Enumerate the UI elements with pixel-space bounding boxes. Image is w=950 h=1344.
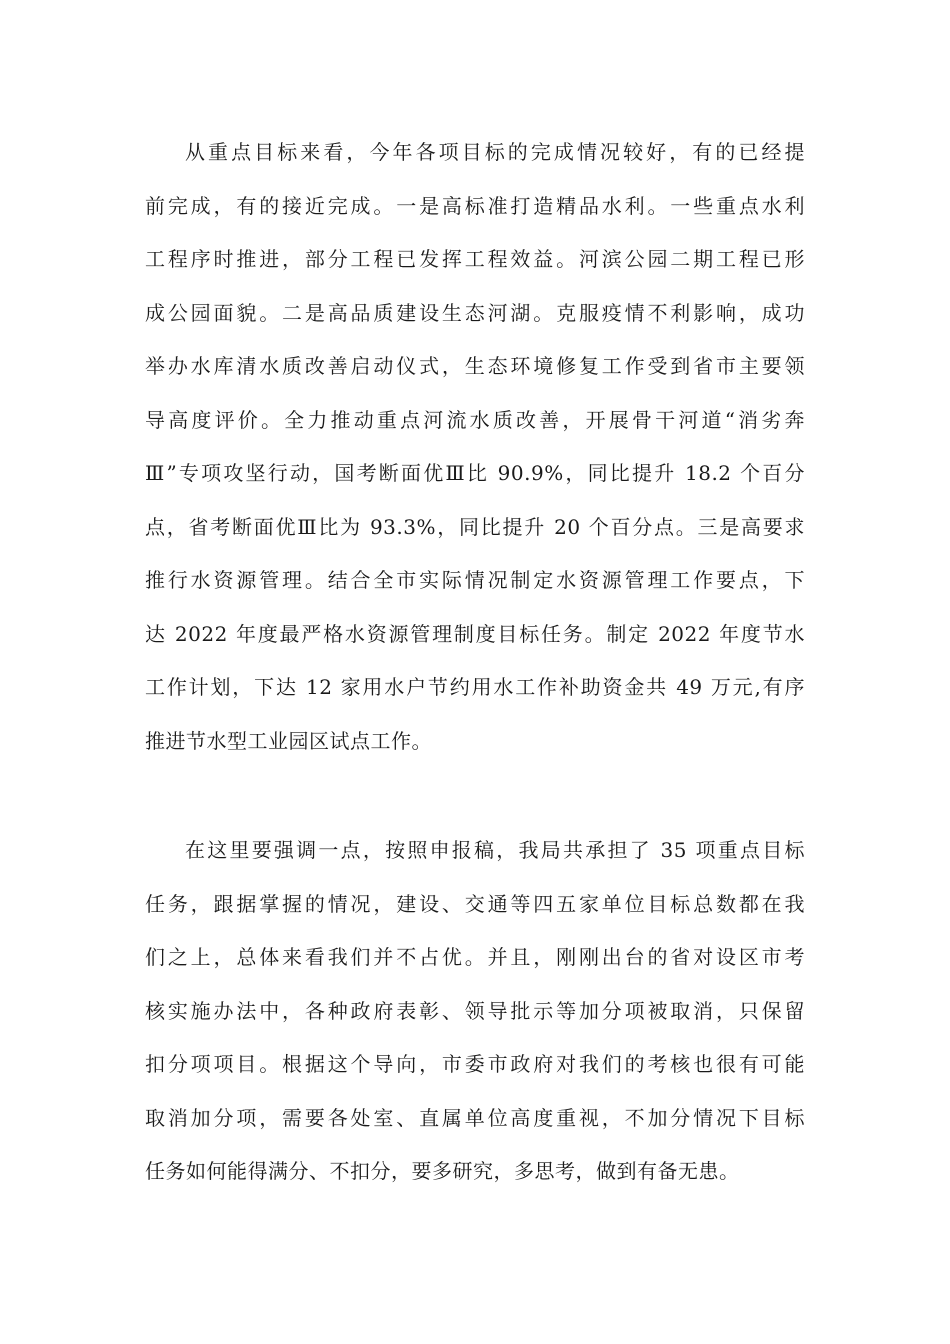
text-line: 推进节水型工业园区试点工作。 <box>145 728 432 753</box>
text-line: 从重点目标来看，今年各项目标的完成情况较好，有的已经提 <box>185 140 805 164</box>
text-line: 们之上，总体来看我们并不占优。并且，刚刚出台的省对设区市考 <box>145 945 805 969</box>
text-line: 工作计划，下达 12 家用水户节约用水工作补助资金共 49 万元,有序 <box>145 675 805 699</box>
text-line: 推行水资源管理。结合全市实际情况制定水资源管理工作要点，下 <box>145 568 805 592</box>
text-line: 取消加分项，需要各处室、直属单位高度重视，不加分情况下目标 <box>145 1105 805 1130</box>
text-line: 任务如何能得满分、不扣分，要多研究，多思考，做到有备无患。 <box>145 1159 740 1183</box>
text-line: 扣分项项目。根据这个导向，市委市政府对我们的考核也很有可能 <box>145 1052 805 1076</box>
text-line: 任务，跟据掌握的情况，建设、交通等四五家单位目标总数都在我 <box>145 891 805 916</box>
paragraph-key-targets <box>145 126 805 768</box>
text-line: 点，省考断面优Ⅲ比为 93.3%，同比提升 20 个百分点。三是高要求 <box>145 514 805 539</box>
text-line: 在这里要强调一点，按照申报稿，我局共承担了 35 项重点目标 <box>185 838 805 862</box>
text-line: 导高度评价。全力推动重点河流水质改善，开展骨干河道“消劣奔 <box>145 407 805 432</box>
text-line: Ⅲ”专项攻坚行动，国考断面优Ⅲ比 90.9%，同比提升 18.2 个百分 <box>145 461 805 485</box>
text-line: 工程序时推进，部分工程已发挥工程效益。河滨公园二期工程已形 <box>145 247 805 271</box>
text-line: 核实施办法中，各种政府表彰、领导批示等加分项被取消，只保留 <box>145 998 805 1023</box>
text-line: 举办水库清水质改善启动仪式，生态环境修复工作受到省市主要领 <box>145 354 805 378</box>
text-line: 成公园面貌。二是高品质建设生态河湖。克服疫情不利影响，成功 <box>145 300 805 325</box>
paragraph-emphasis <box>145 824 805 1199</box>
text-line: 前完成，有的接近完成。一是高标准打造精品水利。一些重点水利 <box>145 193 805 218</box>
text-line: 达 2022 年度最严格水资源管理制度目标任务。制定 2022 年度节水 <box>145 621 805 646</box>
